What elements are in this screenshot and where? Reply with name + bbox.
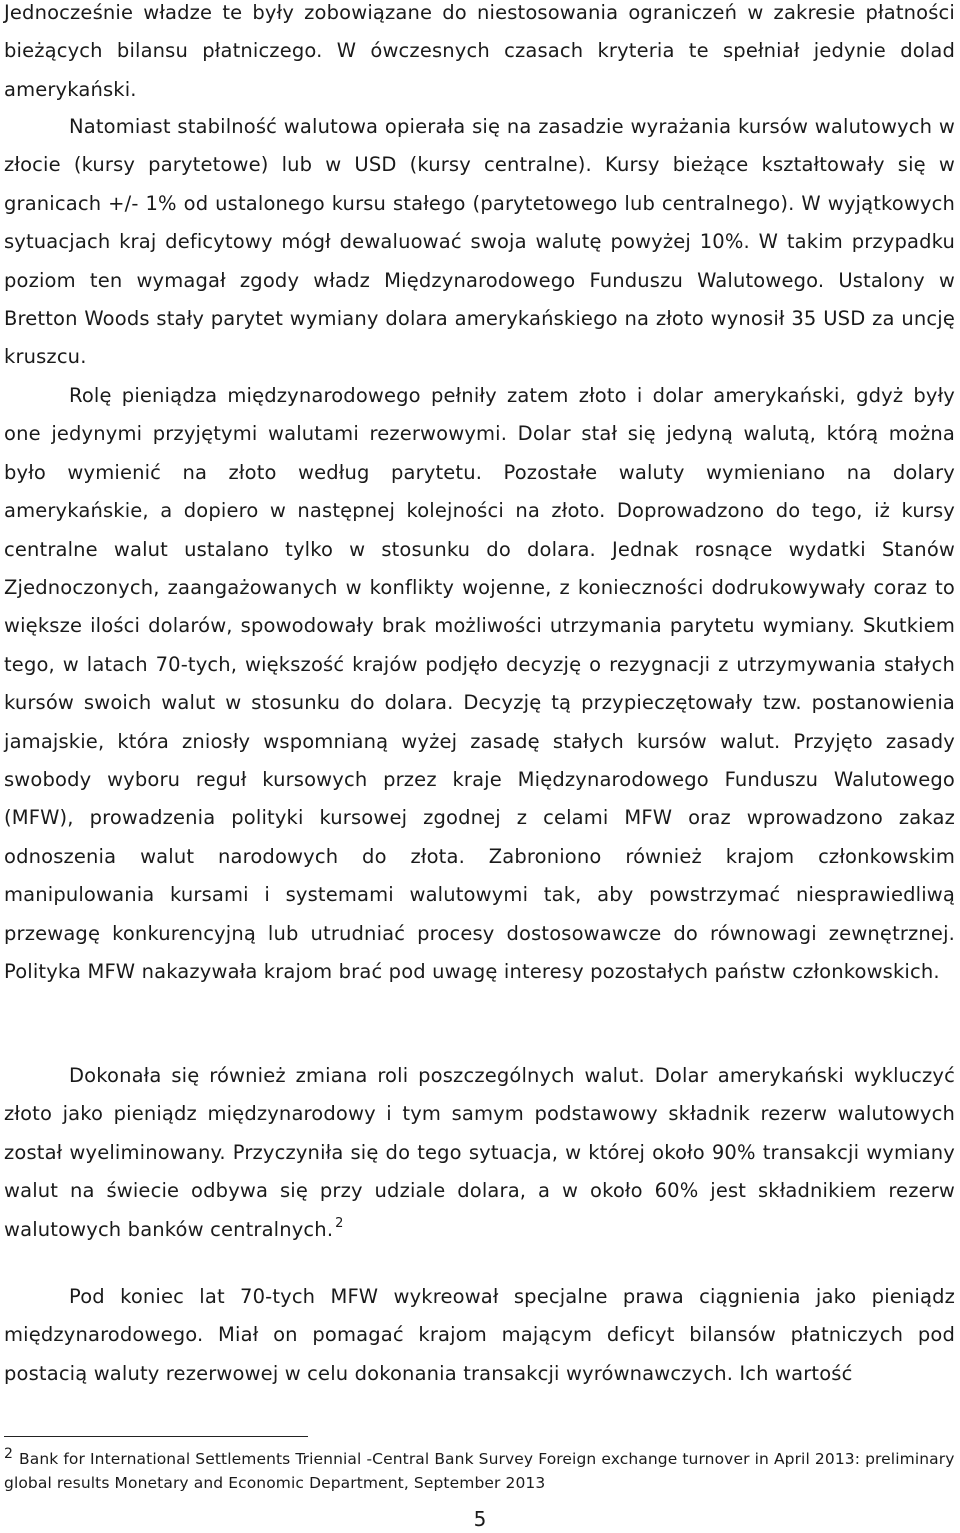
paragraph-2: Natomiast stabilność walutowa opierała się na zasadzie wyrażania kursów walutowych w złocie (kursy parytetowe) lub w USD (kursy centralne). Kursy bieżące kształtowały się w granicach +/- 1% od ustalonego kursu stałego (parytetowego lub centralnego). W wyjątkowych sytuacjach kraj deficytowy mógł dewaluować swoja walutę powyżej 10%. W takim przypadku poziom ten wymagał zgody władz Międzynarodowego Funduszu Walutowego. Ustalony w Bretton Woods stały parytet wymiany dolara amerykańskiego na złoto wynosił 35 USD za uncję kruszcu.: [4, 115, 955, 369]
footnote-reference[interactable]: 2: [335, 1215, 344, 1231]
paragraph-3: Rolę pieniądza międzynarodowego pełniły zatem złoto i dolar amerykański, gdyż były one jedynymi przyjętymi walutami rezerwowymi. Dolar stał się jedyną walutą, którą można było wymienić na złoto według parytetu. Pozostałe waluty wymieniano na dolary amerykańskie, a dopiero w następnej kolejności na złoto. Doprowadzono do tego, iż kursy centralne walut ustalano tylko w stosunku do dolara. Jednak rosnące wydatki Stanów Zjednoczonych, zaangażowanych w konflikty wojenne, z konieczności dodrukowywały coraz to większe ilości dolarów, spowodowały brak możliwości utrzymania parytetu wymiany. Skutkiem tego, w latach 70-tych, większość krajów podjęło decyzję o rezygnacji z utrzymywania stałych kursów swoich walut w stosunku do dolara. Decyzję tą przypieczętowały tzw. postanowienia jamajskie, która zniosły wspomnianą wyżej zasadę stałych kursów walut. Przyjęto zasady swobody wyboru reguł kursowych przez kraje Międzynarodowego Funduszu Walutowego (MFW), prowadzenia polityki kursowej zgodnej z celami MFW oraz wprowadzono zakaz odnoszenia walut narodowych do złota. Zabroniono również krajom członkowskim manipulowania kursami i systemami walutowymi tak, aby powstrzymać niesprawiedliwą przewagę konkurencyjną lub utrudniać procesy dostosowawcze do równowagi zewnętrznej. Polityka MFW nakazywała krajom brać pod uwagę interesy pozostałych państw członkowskich.: [4, 384, 955, 984]
paragraph-4: [4, 1057, 955, 1252]
footnote-number: 2: [4, 1446, 14, 1462]
footnote-separator: [4, 1436, 308, 1437]
paragraph-1: Jednocześnie władze te były zobowiązane do niestosowania ograniczeń w zakresie płatności bieżących bilansu płatniczego. W ówczesnych czasach kryteria te spełniał jedynie dolad amerykański.: [4, 1, 955, 101]
paragraph-5: Pod koniec lat 70-tych MFW wykreował specjalne prawa ciągnienia jako pieniądz międzynarodowego. Miał on pomagać krajom mającym deficyt bilansów płatniczych pod postacią waluty rezerwowej w celu dokonania transakcji wyrównawczych. Ich wartość: [4, 1285, 955, 1385]
footnote: [4, 1448, 955, 1495]
footnote-text: Bank for International Settlements Triennial -Central Bank Survey Foreign exchange turnover in April 2013: preliminary global results Monetary and Economic Department, September 2013: [4, 1450, 955, 1492]
page-number: 5: [473, 1507, 487, 1531]
paragraph-4-text: Dokonała się również zmiana roli poszczególnych walut. Dolar amerykański wykluczyć złoto jako pieniądz międzynarodowy i tym samym podstawowy składnik rezerw walutowych został wyeliminowany. Przyczyniła się do tego sytuacja, w której około 90% transakcji wymiany walut na świecie odbywa się przy udziale dolara, a w około 60% jest składnikiem rezerw walutowych banków centralnych.: [4, 1064, 955, 1241]
